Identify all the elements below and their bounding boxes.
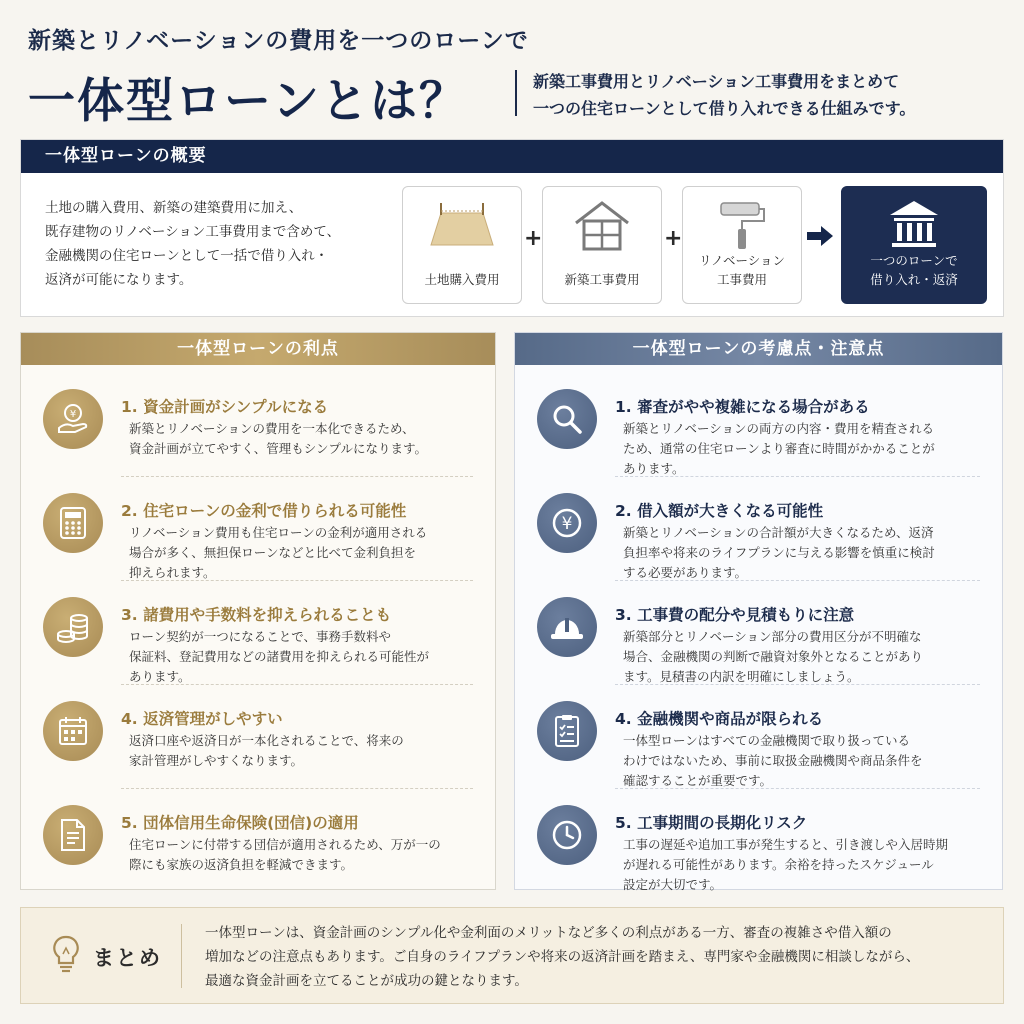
flow-renovation-cost (682, 186, 802, 304)
merit-body: 返済口座や返済日が一本化されることで、将来の 家計管理がしやすくなります。 (129, 733, 404, 768)
summary-divider (181, 924, 182, 988)
caution-item (515, 581, 1002, 685)
title-divider (515, 70, 517, 116)
plus-sign: + (524, 226, 543, 251)
merit-item (21, 685, 495, 789)
caution-title: 4. 金融機関や商品が限られる (615, 710, 824, 728)
caution-body: 新築部分とリノベーション部分の費用区分が不明確な 場合、金融機関の判断で融資対象外となることがあり ます。見積書の内訳を明確にしましょう。 (623, 629, 924, 684)
caution-body: 新築とリノベーションの両方の内容・費用を精査される ため、通常の住宅ローンより審査に時間がかかることが あります。 (623, 421, 935, 476)
header (28, 20, 1004, 140)
merit-body: リノベーション費用も住宅ローンの金利が適用される 場合が多く、無担保ローンなどと比べて金利負担を 抑えられます。 (129, 525, 428, 580)
caution-title: 5. 工事期間の長期化リスク (615, 814, 808, 832)
yen-circle-icon (537, 493, 597, 553)
overview-text-line: 土地の購入費用、新築の建築費用に加え、 (45, 200, 303, 216)
flow-new-build-cost (542, 186, 662, 304)
caution-item (515, 685, 1002, 789)
merit-title: 1. 資金計画がシンプルになる (121, 398, 329, 416)
paint-roller-icon (717, 199, 767, 253)
merits-heading: 一体型ローンの利点 (21, 333, 495, 365)
caution-body: 一体型ローンはすべての金融機関で取り扱っている わけではないため、事前に取扱金融機関や商品条件を 確認することが重要です。 (623, 733, 923, 788)
svg-text:¥: ¥ (69, 409, 77, 420)
pre-title: 新築とリノベーションの費用を一つのローンで (28, 27, 529, 54)
caution-item (515, 789, 1002, 893)
caution-item (515, 373, 1002, 477)
summary-label: まとめ (93, 946, 162, 970)
caution-item (515, 477, 1002, 581)
merit-title: 4. 返済管理がしやすい (121, 710, 283, 728)
merit-item (21, 789, 495, 893)
clock-icon (537, 805, 597, 865)
merit-title: 3. 諸費用や手数料を抑えられることも (121, 606, 392, 624)
page-title: 一体型ローンとは？ (28, 74, 469, 129)
overview-text-line: 既存建物のリノベーション工事費用まで含めて、 (45, 224, 341, 240)
bank-icon (886, 199, 942, 251)
flow-label: リノベーション 工事費用 (698, 253, 785, 287)
title-description (533, 68, 915, 122)
flow-land-cost (402, 186, 522, 304)
cautions-heading: 一体型ローンの考慮点・注意点 (515, 333, 1002, 365)
title-description-line-1: 新築工事費用とリノベーション工事費用をまとめて (533, 72, 900, 91)
coins-icon (43, 597, 103, 657)
overview-text-line: 金融機関の住宅ローンとして一括で借り入れ・ (45, 248, 329, 264)
checklist-icon (537, 701, 597, 761)
calculator-icon (43, 493, 103, 553)
flow-single-loan (841, 186, 987, 304)
merit-title: 5. 団体信用生命保険(団信)の適用 (121, 814, 359, 832)
overview-text (45, 196, 340, 292)
arrow-right-icon (807, 226, 833, 246)
house-icon (572, 199, 632, 253)
merits-panel (20, 332, 496, 890)
merit-item (21, 581, 495, 685)
cautions-panel (514, 332, 1003, 890)
overview-text-line: 返済が可能になります。 (45, 272, 193, 288)
land-icon (427, 199, 497, 251)
document-icon (43, 805, 103, 865)
lightbulb-icon (51, 934, 81, 976)
merit-body: 住宅ローンに付帯する団信が適用されるため、万が一の 際にも家族の返済負担を軽減できます。 (129, 837, 441, 872)
flow-label: 一つのローンで 借り入れ・返済 (870, 253, 958, 287)
caution-title: 3. 工事費の配分や見積もりに注意 (615, 606, 855, 624)
yen-hand-icon (43, 389, 103, 449)
title-description-line-2: 一つの住宅ローンとして借り入れできる仕組みです。 (533, 99, 916, 118)
merit-item (21, 373, 495, 477)
calendar-icon (43, 701, 103, 761)
merit-body: 新築とリノベーションの費用を一本化できるため、 資金計画が立てやすく、管理もシンプルになります。 (129, 421, 427, 456)
plus-sign: + (664, 226, 683, 251)
summary-text: 一体型ローンは、資金計画のシンプル化や金利面のメリットなど多くの利点がある一方、審査の複雑さや借入額の 増加などの注意点もあります。ご自身のライフプランや将来の返済計画を踏まえ、専門家や金融機関に相談しながら、 最適な資金計画を立てることが成功の鍵となります。 (205, 925, 920, 989)
flow-label: 土地購入費用 (424, 272, 500, 287)
merit-title: 2. 住宅ローンの金利で借りられる可能性 (121, 502, 407, 520)
caution-title: 1. 審査がやや複雑になる場合がある (615, 398, 870, 416)
overview-section (20, 139, 1004, 317)
caution-body: 新築とリノベーションの合計額が大きくなるため、返済 負担率や将来のライフプランに与える影響を慎重に検討 する必要があります。 (623, 525, 935, 580)
helmet-icon (537, 597, 597, 657)
summary-section (20, 907, 1004, 1004)
magnifier-icon (537, 389, 597, 449)
flow-label: 新築工事費用 (564, 272, 640, 287)
merit-body: ローン契約が一つになることで、事務手数料や 保証料、登記費用などの諸費用を抑えられる可能性が あります。 (129, 629, 430, 684)
merit-item (21, 477, 495, 581)
svg-text:¥: ¥ (561, 514, 573, 534)
overview-heading: 一体型ローンの概要 (21, 140, 1003, 173)
caution-title: 2. 借入額が大きくなる可能性 (615, 502, 824, 520)
caution-body: 工事の遅延や追加工事が発生すると、引き渡しや入居時期 が遅れる可能性があります。余裕を持ったスケジュール 設定が大切です。 (623, 837, 949, 892)
